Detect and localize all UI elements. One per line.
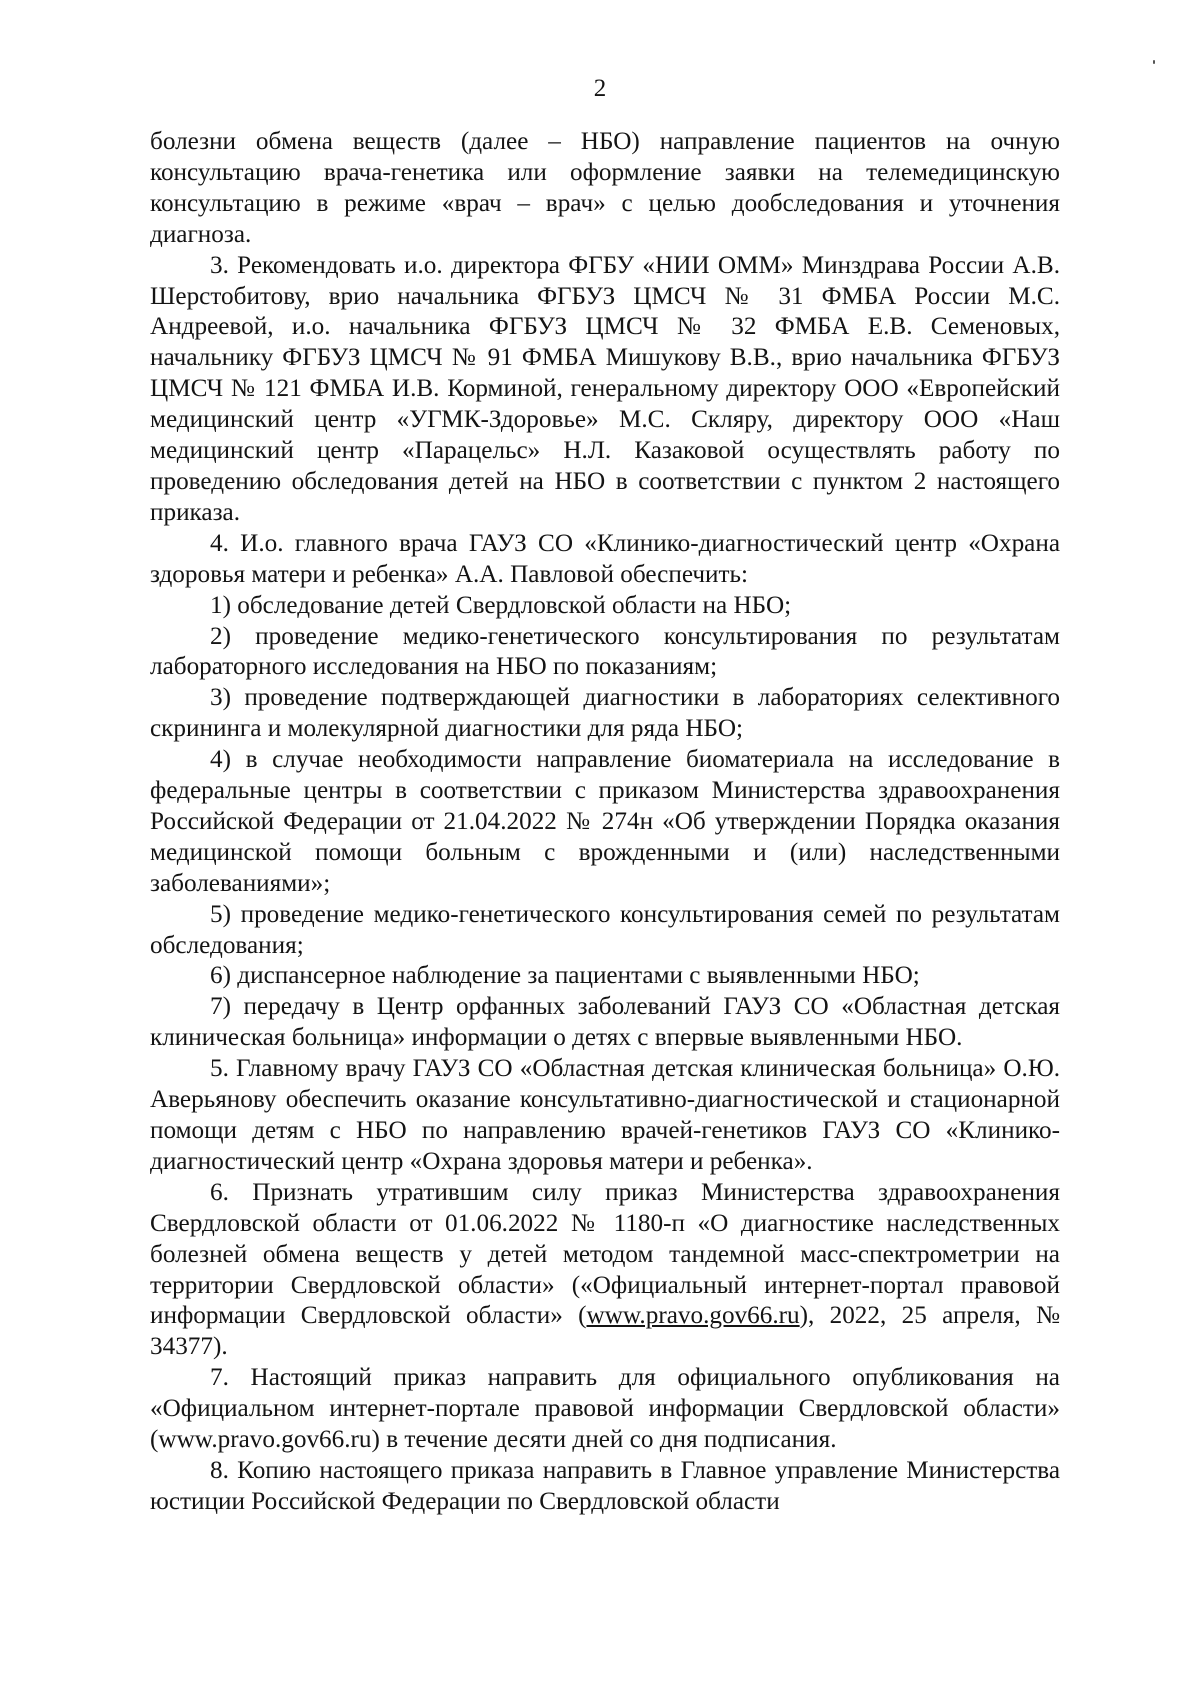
paragraph-continuation: болезни обмена веществ (далее – НБО) направление пациентов на очную консультацию врача-генетика или оформление заявки на телемедицинскую консультацию в режиме «врач – врач» с целью дообследования и уточнения диагноза. [150, 128, 1060, 248]
list-item-4-2: 2) проведение медико-генетического консультирования по результатам лабораторного исследования на НБО по показаниям; [150, 622, 1060, 681]
list-item-4-6: 6) диспансерное наблюдение за пациентами с выявленными НБО; [210, 962, 920, 990]
list-item-4-7: 7) передачу в Центр орфанных заболеваний ГАУЗ СО «Областная детская клиническая больница» информации о детях с впервые выявленными НБО. [150, 993, 1060, 1052]
pravo-link[interactable]: www.pravo.gov66.ru [586, 1302, 800, 1330]
list-item-4-5: 5) проведение медико-генетического консультирования семей по результатам обследования; [150, 900, 1060, 959]
paragraph-6-text-start: 6. Признать утратившим силу приказ Министерства здравоохранения Свердловской области от 01.06.2022 № 1180-п «О диагностике наследственных болезней обмена веществ у детей методом тандемной масс-спектрометрии на территории Свердловской области» («Официальный интернет-портал правовой информации Свердловской области» ( [150, 1178, 1060, 1330]
list-item-4-4: 4) в случае необходимости направление биоматериала на исследование в федеральные центры в соответствии с приказом Министерства здравоохранения Российской Федерации от 21.04.2022 № 274н «Об утверждении Порядка оказания медицинской помощи больным с врожденными и (или) наследственными заболеваниями»; [150, 746, 1060, 897]
paragraph-3: 3. Рекомендовать и.о. директора ФГБУ «НИИ ОММ» Минздрава России А.В. Шерстобитову, врио начальника ФГБУЗ ЦМСЧ № 31 ФМБА России М.С. Андреевой, и.о. начальника ФГБУЗ ЦМСЧ № 32 ФМБА Е.В. Семеновых, начальнику ФГБУЗ ЦМСЧ № 91 ФМБА Мишукову В.В., врио начальника ФГБУЗ ЦМСЧ № 121 ФМБА И.В. Корминой, генеральному директору ООО «Европейский медицинский центр «УГМК-Здоровье» М.С. Скляру, директору ООО «Наш медицинский центр «Парацельс» Н.Л. Казаковой осуществлять работу по проведению обследования детей на НБО в соответствии с пунктом 2 настоящего приказа. [150, 251, 1060, 526]
list-item-4-1: 1) обследование детей Свердловской области на НБО; [210, 591, 792, 619]
paragraph-8: 8. Копию настоящего приказа направить в Главное управление Министерства юстиции Российской Федерации по Свердловской области [150, 1456, 1060, 1515]
paragraph-6-text-end: ), 2022, 25 апреля, № 34377). [150, 1302, 1060, 1361]
paragraph-4: 4. И.о. главного врача ГАУЗ СО «Клинико-диагностический центр «Охрана здоровья матери и ребенка» А.А. Павловой обеспечить: [150, 529, 1060, 588]
document-body [150, 127, 1060, 1518]
scan-speck [1153, 60, 1155, 64]
paragraph-6 [150, 1178, 1060, 1363]
list-item-4-3: 3) проведение подтверждающей диагностики в лабораториях селективного скрининга и молекулярной диагностики для ряда НБО; [150, 684, 1060, 743]
paragraph-7: 7. Настоящий приказ направить для официального опубликования на «Официальном интернет-портале правовой информации Свердловской области» (www.pravo.gov66.ru) в течение десяти дней со дня подписания. [150, 1364, 1060, 1454]
paragraph-5: 5. Главному врачу ГАУЗ СО «Областная детская клиническая больница» О.Ю. Аверьянову обеспечить оказание консультативно-диагностической и стационарной помощи детям с НБО по направлению врачей-генетиков ГАУЗ СО «Клинико-диагностический центр «Охрана здоровья матери и ребенка». [150, 1055, 1060, 1175]
page-number: 2 [593, 75, 607, 102]
